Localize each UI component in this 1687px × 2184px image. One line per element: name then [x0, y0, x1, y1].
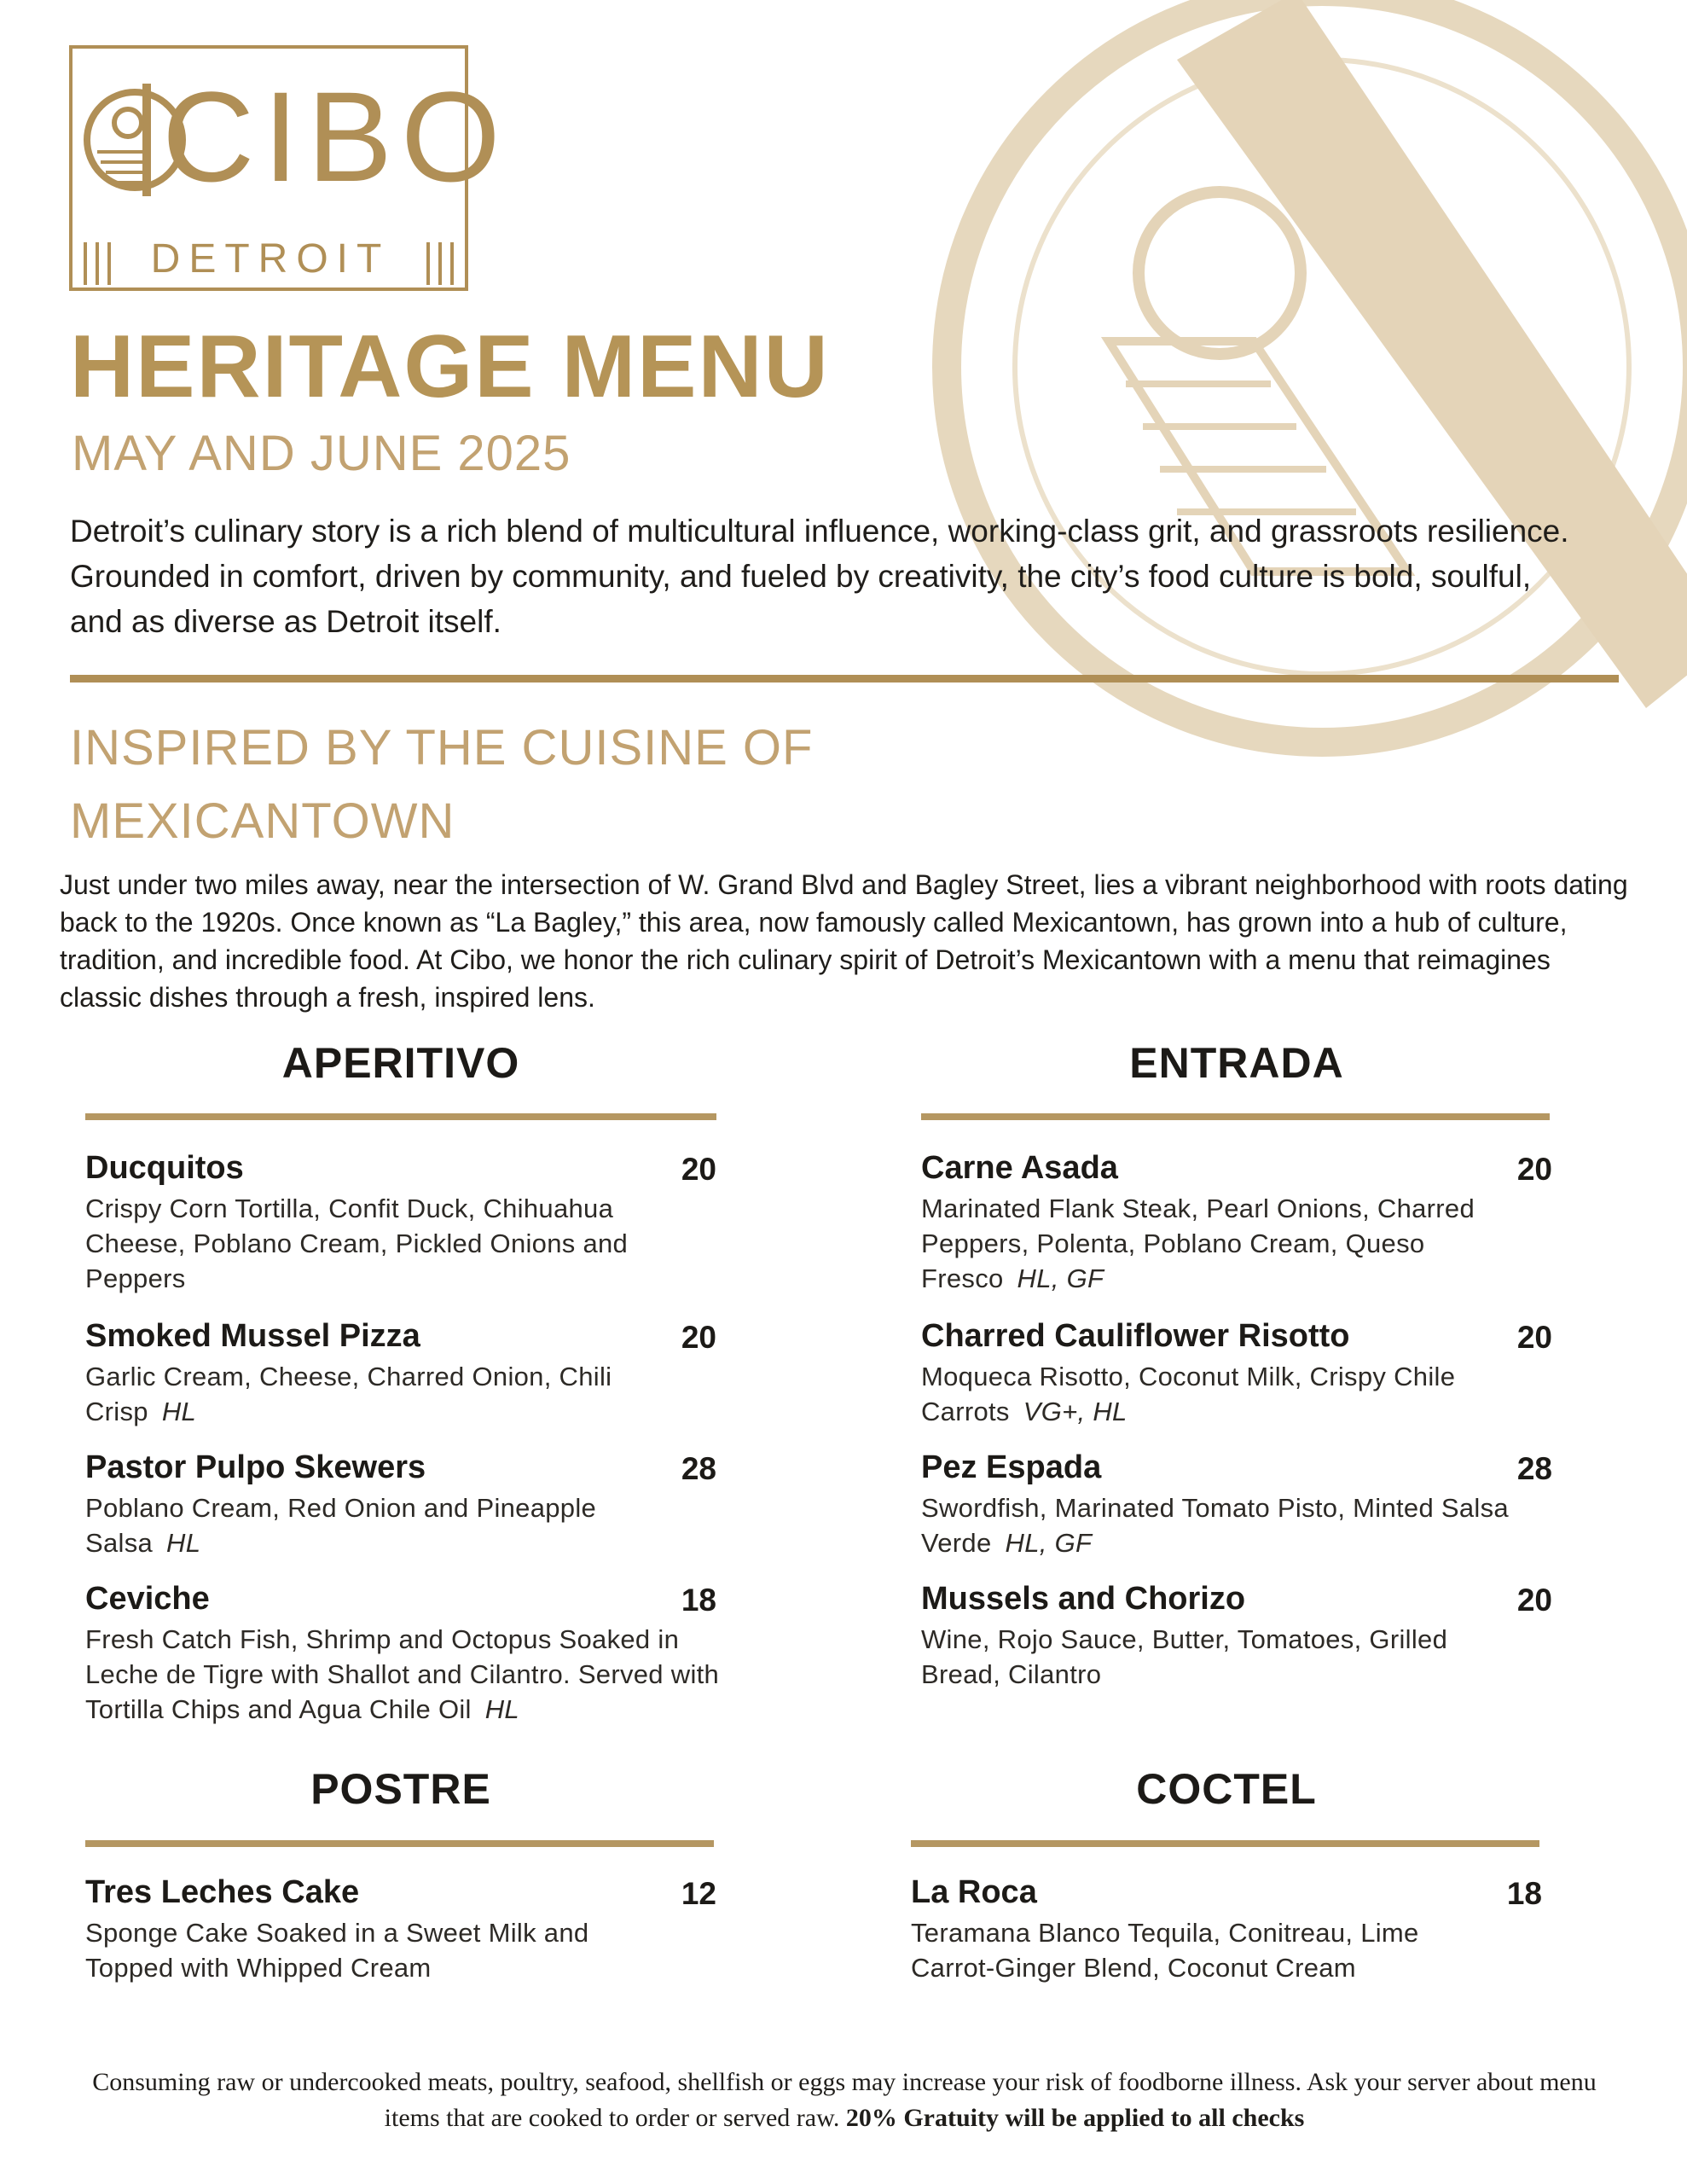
item-price: 18	[681, 1583, 716, 1618]
menu-item-ceviche	[85, 1579, 720, 1727]
menu-item-smoked-mussel-pizza	[85, 1316, 716, 1429]
coctel-heading: COCTEL	[1136, 1765, 1317, 1813]
item-name: Tres Leches Cake	[85, 1874, 360, 1910]
section-heading-line1: INSPIRED BY THE CUISINE OF	[70, 720, 814, 775]
item-price: 28	[1516, 1451, 1552, 1486]
item-price: 12	[681, 1876, 716, 1911]
item-price: 20	[681, 1320, 716, 1355]
item-name: Pez Espada	[921, 1449, 1102, 1485]
logo-wordmark: CIBO	[162, 65, 509, 208]
menu-item-carne-asada	[921, 1148, 1552, 1296]
gratuity-notice: 20% Gratuity will be applied to all checks	[845, 2104, 1305, 2132]
menu-item-charred-cauliflower-risotto	[921, 1316, 1552, 1429]
intro-paragraph: Detroit’s culinary story is a rich blend of multicultural influence, working-class grit, and grassroots resilience. Grounded in comfort, driven by community, and fueled by creativity, the city’s food culture is bold, soulful, and as diverse as Detroit itself.	[70, 514, 1569, 639]
menu-item-pastor-pulpo-skewers	[85, 1448, 716, 1560]
item-name: Charred Cauliflower Risotto	[921, 1318, 1350, 1354]
item-name: Pastor Pulpo Skewers	[85, 1449, 426, 1485]
item-name: Smoked Mussel Pizza	[85, 1318, 420, 1354]
item-description: Moqueca Risotto, Coconut Milk, Crispy Chile Carrots VG+, HL	[921, 1362, 1456, 1426]
logo-city: DETROIT	[150, 236, 391, 282]
item-description: Teramana Blanco Tequila, Conitreau, Lime Carrot-Ginger Blend, Coconut Cream	[911, 1918, 1419, 1983]
coctel-divider	[911, 1840, 1539, 1847]
item-price: 20	[1516, 1583, 1552, 1618]
item-description: Poblano Cream, Red Onion and Pineapple Salsa HL	[85, 1493, 597, 1558]
postre-divider	[85, 1840, 714, 1847]
section-heading	[70, 712, 1093, 858]
item-description: Sponge Cake Soaked in a Sweet Milk and Topped with Whipped Cream	[85, 1918, 589, 1983]
item-description: Wine, Rojo Sauce, Butter, Tomatoes, Grilled Bread, Cilantro	[921, 1624, 1448, 1689]
item-description: Fresh Catch Fish, Shrimp and Octopus Soaked in Leche de Tigre with Shallot and Cilantro. Served with Tortilla Chips and Agua Chile Oil HL	[85, 1624, 720, 1724]
aperitivo-divider	[85, 1113, 716, 1120]
item-name: Ducquitos	[85, 1150, 244, 1186]
dietary-tag: HL, GF	[1017, 1263, 1104, 1293]
item-price: 18	[1506, 1876, 1542, 1911]
item-price: 20	[1516, 1320, 1552, 1355]
item-name: Ceviche	[85, 1581, 210, 1617]
item-description: Swordfish, Marinated Tomato Pisto, Minted Salsa Verde HL, GF	[921, 1493, 1509, 1558]
postre-heading: POSTRE	[310, 1765, 491, 1813]
item-name: La Roca	[911, 1874, 1037, 1910]
menu-title: HERITAGE MENU	[70, 317, 830, 416]
disclaimer-text: Consuming raw or undercooked meats, poultry, seafood, shellfish or eggs may increase your risk of foodborne illness. Ask your server about menu items that are cooked to order or served raw.	[92, 2068, 1597, 2132]
dietary-tag: HL	[166, 1528, 201, 1558]
section-paragraph: Just under two miles away, near the intersection of W. Grand Blvd and Bagley Street, lies a vibrant neighborhood with roots dating back to the 1920s. Once known as “La Bagley,” this area, now famously called Mexicantown, has grown into a hub of culture, tradition, and incredible food. At Cibo, we honor the rich culinary spirit of Detroit’s Mexicantown with a menu that reimagines classic dishes through a fresh, inspired lens.	[60, 869, 1628, 1013]
cibo-detroit-logo	[68, 44, 509, 292]
menu-item-tres-leches-cake	[85, 1873, 716, 1985]
entrada-heading: ENTRADA	[1129, 1039, 1344, 1087]
menu-item-pez-espada	[921, 1448, 1552, 1560]
entrada-divider	[921, 1113, 1550, 1120]
section-heading-line2: MEXICANTOWN	[70, 793, 455, 849]
dietary-tag: VG+, HL	[1023, 1397, 1128, 1426]
item-price: 20	[1516, 1152, 1552, 1187]
item-description: Marinated Flank Steak, Pearl Onions, Charred Peppers, Polenta, Poblano Cream, Queso Fresco HL, GF	[921, 1194, 1475, 1293]
footer-disclaimer	[68, 2065, 1620, 2136]
item-name: Carne Asada	[921, 1150, 1118, 1186]
menu-item-la-roca	[911, 1873, 1542, 1985]
item-description: Garlic Cream, Cheese, Charred Onion, Chili Crisp HL	[85, 1362, 612, 1426]
menu-item-ducquitos	[85, 1148, 716, 1296]
item-price: 20	[681, 1152, 716, 1187]
aperitivo-heading: APERITIVO	[281, 1039, 520, 1087]
divider	[70, 675, 1619, 682]
menu-subtitle: MAY AND JUNE 2025	[72, 426, 571, 481]
dietary-tag: HL	[161, 1397, 197, 1426]
item-name: Mussels and Chorizo	[921, 1581, 1246, 1617]
item-description: Crispy Corn Tortilla, Confit Duck, Chihuahua Cheese, Poblano Cream, Pickled Onions and Peppers	[85, 1194, 629, 1293]
dietary-tag: HL	[484, 1694, 519, 1724]
menu-item-mussels-and-chorizo	[921, 1579, 1552, 1692]
item-price: 28	[681, 1451, 716, 1486]
dietary-tag: HL, GF	[1005, 1528, 1093, 1558]
